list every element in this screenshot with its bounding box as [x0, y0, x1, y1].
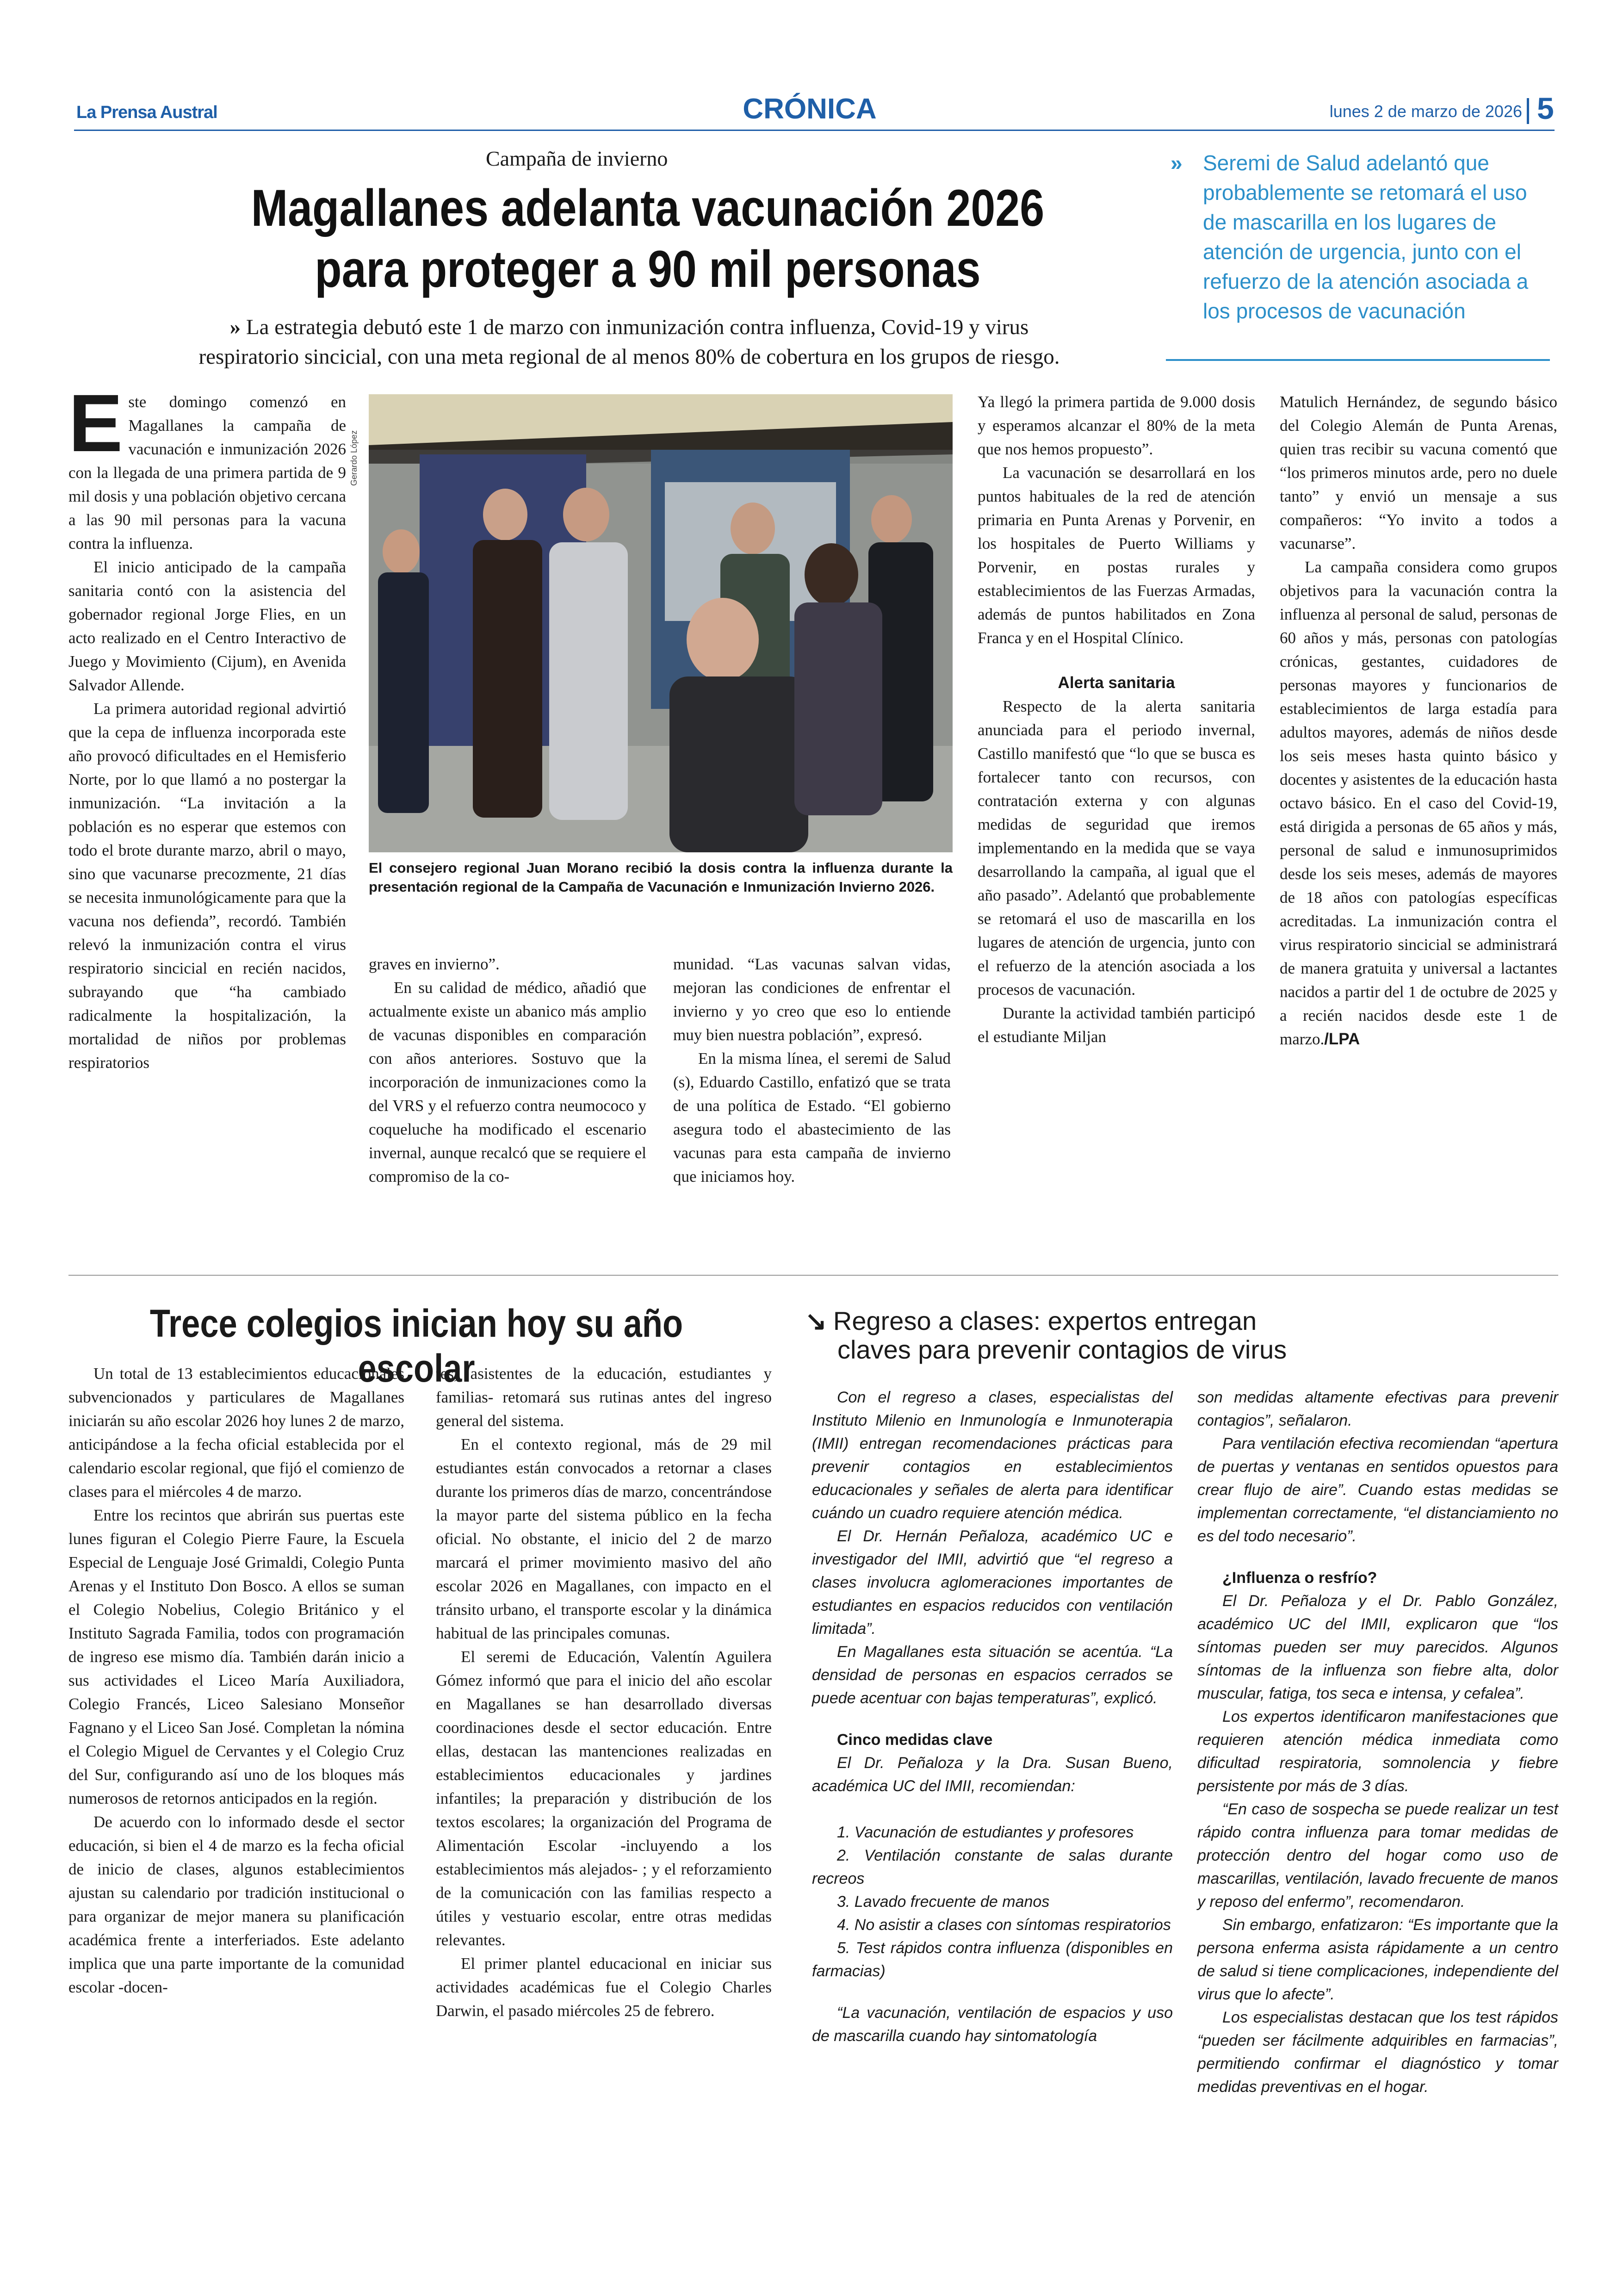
- main-para: La campaña considera como grupos objetivos para la vacunación contra la influenza al personal de salud, personas de 60 años y más, personas con patologías crónicas, gestantes, cuidadores de personas mayores y funcionarios de establecimientos de larga estadía para adultos mayores, además de niños desde los seis meses hasta quinto básico y docentes y asistentes de la educación hasta octavo básico. En el caso del Covid-19, está dirigida a personas de 65 años y más, personal de salud e inmunosuprimidos desde los seis meses, además de mayores de 18 años con patologías específicas acreditadas. La inmunización contra el virus respiratorio sincicial se administrará de manera gratuita y universal a lactantes nacidos a partir del 1 de octubre de 2025 y a recién nacidos desde este 1 de marzo./LPA: [1280, 558, 1557, 1048]
- story3-col-2: [1197, 1386, 1558, 2098]
- story3-para: El Dr. Peñaloza y el Dr. Pablo González, académico UC del IMII, explicaron que “los síntomas pueden ser muy parecidos. Algunos síntomas de la influenza son fiebre alta, dolor muscular, fatiga, tos seca e intensa, y cefalea”.: [1197, 1592, 1558, 1702]
- issue-date: lunes 2 de marzo de 2026: [1329, 102, 1522, 121]
- main-col-1: [68, 378, 346, 1074]
- measure-item: 2. Ventilación constante de salas durante recreos: [812, 1847, 1173, 1887]
- measure-item: 5. Test rápidos contra influenza (disponibles en farmacias): [812, 1939, 1173, 1980]
- lead: [65, 312, 1194, 372]
- side-quote: » Seremi de Salud adelantó que probablemente se retomará el uso de mascarilla en los lugares de atención de urgencia, junto con el refuerzo de la atención asociada a los procesos de vacunación: [1166, 148, 1550, 326]
- story3-para: Los expertos identificaron manifestaciones que requieren atención médica inmediata como dificultad respiratoria, somnolencia y fiebre persistente por más de 3 días.: [1197, 1708, 1558, 1795]
- story-divider: [68, 1275, 1558, 1276]
- story3-title-1: Regreso a clases: expertos entregan: [833, 1306, 1257, 1335]
- main-para: La primera autoridad regional advirtió que la cepa de influenza incorporada este año provocó dificultades en el Hemisferio Norte, por lo que llamó a no postergar la inmunización. “La invitación a la población es no esperar que estemos con todo el brote durante marzo, abril o mayo, sino que vacunarse precozmente, 21 días se necesita inmunológicamente para que la vacuna nos defienda”, recordó. También relevó la inmunización contra el virus respiratorio sincicial en recién nacidos, subrayando que “ha cambiado radicalmente la hospitalización, la mortalidad de niños por problemas respiratorios: [68, 700, 346, 1072]
- subhead-alerta: Alerta sanitaria: [1058, 674, 1175, 692]
- measure-item: 1. Vacunación de estudiantes y profesores: [837, 1824, 1134, 1841]
- story3-para: Sin embargo, enfatizaron: “Es importante que la persona enferma asista rápidamente a un centro de salud si tiene complicaciones, independiente del virus que lo afecte”.: [1197, 1916, 1558, 2003]
- main-para: Matulich Hernández, de segundo básico del Colegio Alemán de Punta Arenas, quien tras recibir su vacuna comentó que “los primeros minutos arde, pero no duele tanto” y envió un mensaje a sus compañeros: “Yo invito a todos a vacunarse”.: [1280, 393, 1557, 552]
- measures-list: [812, 1821, 1173, 1983]
- story3-title-2: claves para prevenir contagios de virus: [837, 1335, 1287, 1364]
- story3-col-1: [812, 1386, 1173, 2048]
- section-title: CRÓNICA: [743, 93, 877, 125]
- story3-para: El Dr. Peñaloza y la Dra. Susan Bueno, académica UC del IMII, recomiendan:: [812, 1754, 1173, 1795]
- photo-caption: El consejero regional Juan Morano recibió la dosis contra la influenza durante la presentación regional de la Campaña de Vacunación e Inmunización Invierno 2026.: [369, 860, 953, 895]
- headline-line-2: para proteger a 90 mil personas: [315, 240, 981, 298]
- lead-line-2: respiratorio sincicial, con una meta regional de al menos 80% de cobertura en los grupos de riesgo.: [198, 345, 1060, 369]
- story3-para: “La vacunación, ventilación de espacios y uso de mascarilla cuando hay sintomatología: [812, 2004, 1173, 2045]
- measure-item: 4. No asistir a clases con síntomas respiratorios: [837, 1916, 1171, 1934]
- story2-para: Un total de 13 establecimientos educacionales subvencionados y particulares de Magallanes iniciarán su año escolar 2026 hoy lunes 2 de marzo, anticipándose a la fecha oficial establecida por el calendario escolar regional, que fijó el comienzo de clases para el miércoles 4 de marzo.: [68, 1365, 404, 1501]
- story2-para: De acuerdo con lo informado desde el sector educación, si bien el 4 de marzo es la fecha oficial de inicio de clases, algunos establecimientos ajustan su calendario por tradición institucional o para organizar de mejor manera su planificación académica frente a interferiados. Este adelanto implica que una parte importante de la comunidad escolar -docen-: [68, 1813, 404, 1996]
- story2-col-1: [68, 1362, 404, 1999]
- page-separator: [1527, 98, 1529, 124]
- lead-arrow-icon: »: [229, 315, 246, 339]
- story3-para: Con el regreso a clases, especialistas del Instituto Milenio en Inmunología e Inmunoterapia (IMII) entregan recomendaciones prácticas para prevenir contagios en establecimientos educacionales y señales de alerta para identificar cuándo un cuadro requiere atención médica.: [812, 1389, 1173, 1522]
- main-para: Respecto de la alerta sanitaria anunciada para el periodo invernal, Castillo manifestó que “lo que se busca es fortalecer tanto con recursos, con contratación externa y con algunas medidas de seguridad que iremos implementando en la medida que se vaya desarrollando la campaña, al igual que el año pasado”. Adelantó que probablemente se retomará el uso de mascarilla en los lugares de atención de urgencia, junto con el refuerzo de la atención asociada a los procesos de vacunación.: [978, 697, 1255, 999]
- main-para: Durante la actividad también participó el estudiante Miljan: [978, 1004, 1255, 1046]
- subhead-cinco-medidas: Cinco medidas clave: [837, 1731, 993, 1749]
- down-arrow-icon: ↘: [805, 1306, 827, 1335]
- story2-headline: Trece colegios inician hoy su año escolar: [149, 1302, 683, 1390]
- story3-para: son medidas altamente efectivas para prevenir contagios”, señalaron.: [1197, 1389, 1558, 1429]
- signature: /LPA: [1324, 1030, 1360, 1048]
- main-para: graves en invierno”.: [369, 955, 500, 973]
- story3-para: “En caso de sospecha se puede realizar un test rápido contra influenza para tomar medidas de protección dentro del hogar como uso de mascarillas, ventilación, lavado frecuente de manos y reposo del enfermo”, recomendaron.: [1197, 1800, 1558, 1911]
- vaccination-scene: [369, 394, 953, 852]
- main-para: La vacunación se desarrollará en los puntos habituales de la red de atención primaria en Punta Arenas y Porvenir, en los hospitales de Puerto Williams y Porvenir, en postas rurales y establecimientos de las Fuerzas Armadas, además de puntos habilitados en Zona Franca y en el Hospital Clínico.: [978, 464, 1255, 647]
- subhead-influenza: ¿Influenza o resfrío?: [1222, 1569, 1377, 1587]
- side-quote-box: [1166, 148, 1550, 361]
- story3-para: El Dr. Hernán Peñaloza, académico UC e investigador del IMII, advirtió que “el regreso a clases involucra aglomeraciones importantes de estudiantes en espacios reducidos con ventilación limitada”.: [812, 1527, 1173, 1638]
- dropcap: E: [68, 378, 123, 469]
- kicker: Campaña de invierno: [486, 147, 668, 170]
- header-rule: [74, 130, 1555, 131]
- story3-headline: [805, 1307, 1545, 1364]
- main-para: Ya llegó la primera partida de 9.000 dosis y esperamos alcanzar el 80% de la meta que nos hemos propuesto”.: [978, 393, 1255, 458]
- story2-para: El seremi de Educación, Valentín Aguilera Gómez informó que para el inicio del año escolar en Magallanes se han desarrollado diversas coordinaciones desde el sector educación. Entre ellas, destacan las mantenciones realizadas en establecimientos educacionales y jardines infantiles; la preparación y distribución de los textos escolares; la organización del Programa de Alimentación Escolar -incluyendo a los establecimientos más alejados- ; y el reforzamiento de la comunicación con las familias respecto a útiles y vestuario escolar, entre otras medidas relevantes.: [436, 1648, 772, 1949]
- main-col-4: [978, 390, 1255, 1049]
- photo-credit: Gerardo López: [349, 430, 359, 486]
- story2-para: El primer plantel educacional en iniciar sus actividades académicas fue el Colegio Charles Darwin, el pasado miércoles 25 de febrero.: [436, 1955, 772, 2020]
- story2-col-2: [436, 1362, 772, 2023]
- story3-para: Para ventilación efectiva recomiendan “apertura de puertas y ventanas en sentidos opuestos para crear flujo de aire”. Cuando estas medidas se implementan correctamente, “el distanciamiento no es del todo necesario”.: [1197, 1435, 1558, 1545]
- story2-para: En el contexto regional, más de 29 mil estudiantes están convocados a retornar a clases durante los primeros días de marzo, concentrándose la mayor parte del sistema público en la fecha oficial. No obstante, el inicio del 2 de marzo marcará el primer movimiento masivo del año escolar 2026 en Magallanes, con impacto en el tránsito urbano, el transporte escolar y la dinámica habitual de las principales comunas.: [436, 1435, 772, 1642]
- main-para: ste domingo comenzó en Magallanes la campaña de vacunación e inmunización 2026 con la llegada de una primera partida de 9 mil dosis y una población objetivo cercana a las 90 mil personas para la vacuna contra la influenza.: [68, 393, 346, 552]
- main-col-3: [673, 952, 951, 1188]
- main-para: En la misma línea, el seremi de Salud (s), Eduardo Castillo, enfatizó que se trata de una política de Estado. “El gobierno asegura todo el abastecimiento de las vacunas para esta campaña de invierno que iniciamos hoy.: [673, 1049, 951, 1185]
- story2-para: tes, asistentes de la educación, estudiantes y familias- retomará sus rutinas antes del ingreso general del sistema.: [436, 1365, 772, 1430]
- main-para: munidad. “Las vacunas salvan vidas, mejoran las condiciones de enfrentar el invierno y yo creo que eso lo entiende muy bien nuestra población”, expresó.: [673, 955, 951, 1044]
- story2-para: Entre los recintos que abrirán sus puertas este lunes figuran el Colegio Pierre Faure, la Escuela Especial de Lenguaje José Grimaldi, Colegio Punta Arenas y el Instituto Don Bosco. A ellos se suman el Colegio Nobelius, Colegio Británico y el Instituto Sagrada Familia, todos con programación de ingreso ese mismo día. También darán inicio a sus actividades el Liceo María Auxiliadora, Colegio Francés, Liceo Salesiano Monseñor Fagnano y el Liceo San José. Completan la nómina el Colegio Miguel de Cervantes y el Colegio Cruz del Sur, configurando así uno de los bloques más numerosos de retornos anticipados en la región.: [68, 1506, 404, 1807]
- story3-para: Los especialistas destacan que los test rápidos “pueden ser fácilmente adquiribles en farmacias”, permitiendo confirmar el diagnóstico y tomar medidas preventivas en el hogar.: [1197, 2009, 1558, 2096]
- lead-line-1: La estrategia debutó este 1 de marzo con inmunización contra influenza, Covid-19 y virus: [246, 315, 1029, 339]
- main-col-5: [1280, 390, 1557, 1051]
- masthead-name: La Prensa Austral: [76, 103, 217, 122]
- side-arrow-icon: »: [1171, 151, 1183, 175]
- main-para: En su calidad de médico, añadió que actualmente existe un abanico más amplio de vacunas disponibles en comparación con años anteriores. Sostuvo que la incorporación de inmunizaciones como la del VRS y el refuerzo contra neumococo y coqueluche ha modificado el escenario invernal, aunque recalcó que se requiere el compromiso de la co-: [369, 979, 646, 1185]
- measure-item: 3. Lavado frecuente de manos: [837, 1893, 1050, 1911]
- story3-para: En Magallanes esta situación se acentúa. “La densidad de personas en espacios cerrados se puede acentuar con bajas temperaturas”, explicó.: [812, 1643, 1173, 1707]
- main-photo: [369, 394, 953, 852]
- headline-line-1: Magallanes adelanta vacunación 2026: [251, 179, 1045, 237]
- main-col-2: [369, 952, 646, 1188]
- main-para: El inicio anticipado de la campaña sanitaria contó con la asistencia del gobernador regional Jorge Flies, en un acto realizado en el Centro Interactivo de Juego y Movimiento (Cijum), en Avenida Salvador Allende.: [68, 558, 346, 694]
- page-number: 5: [1537, 91, 1554, 125]
